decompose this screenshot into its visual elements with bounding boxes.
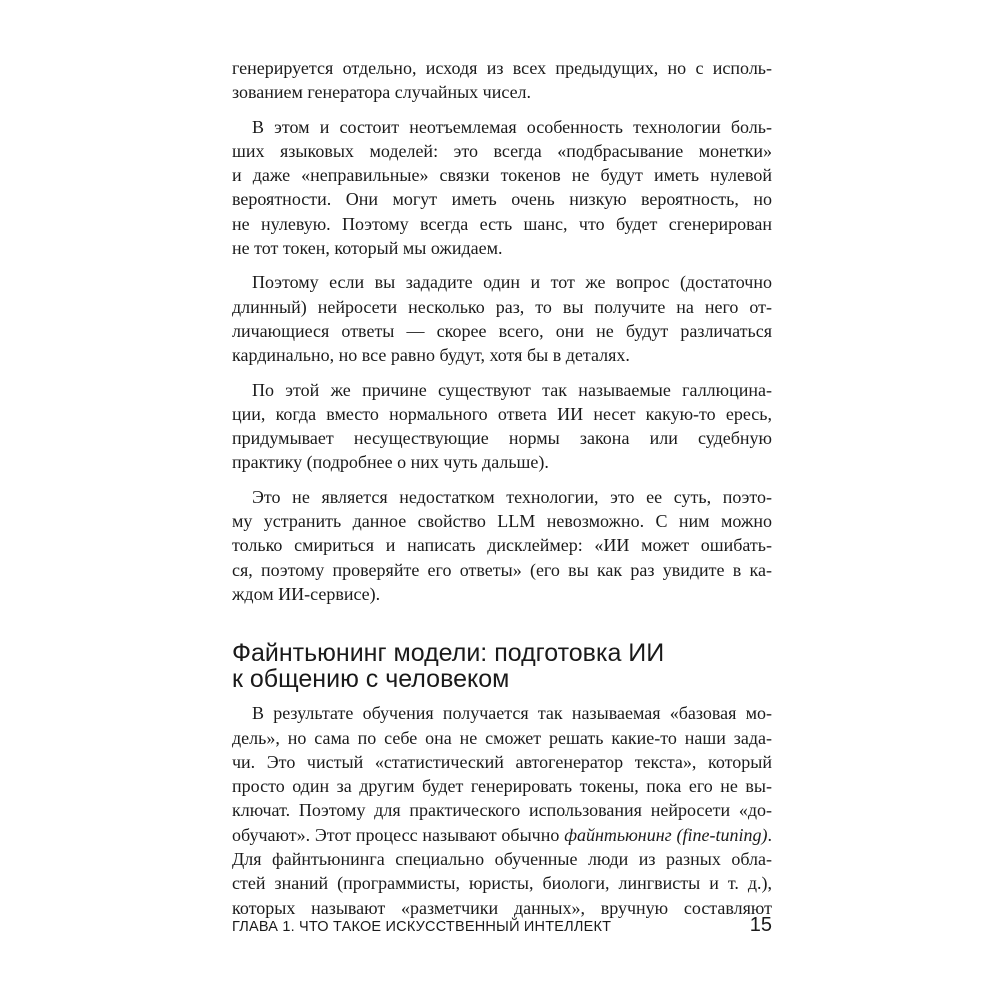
running-footer-chapter: ГЛАВА 1. ЧТО ТАКОЕ ИСКУССТВЕННЫЙ ИНТЕЛЛЕКТ (232, 919, 612, 935)
heading-line: к общению с человеком (232, 665, 510, 694)
page-number: 15 (749, 914, 772, 936)
text-line: ключат. Поэтому для практического использования нейросети «до- (232, 800, 772, 821)
paragraph-3 (232, 270, 772, 367)
text-line: длинный) нейросети несколько раз, то вы получите на него от- (232, 296, 772, 317)
text-line: не тот токен, который мы ожидаем. (232, 238, 503, 259)
text-line: Для файнтьюнинга специально обученные люди из разных обла- (232, 849, 772, 870)
section-paragraph (232, 701, 772, 920)
text-line: му устранить данное свойство LLM невозможно. С ним можно (232, 511, 772, 532)
text-line: В результате обучения получается так называемая «базовая мо- (252, 703, 772, 724)
paragraph-4 (232, 378, 772, 475)
text-line: ждом ИИ-сервисе). (232, 583, 381, 604)
section-heading (232, 640, 772, 692)
text-line: По этой же причине существуют так называемые галлюцина- (252, 379, 772, 400)
text-line: просто один за другим будет генерировать токены, пока его не вы- (232, 776, 772, 797)
text-line: чи. Это чистый «статистический автогенератор текста», который (232, 751, 772, 772)
text-line: практику (подробнее о них чуть дальше). (232, 452, 549, 473)
text-line: вероятности. Они могут иметь очень низкую вероятность, но (232, 189, 772, 210)
paragraph-1 (232, 56, 772, 105)
text-line: кардинально, но все равно будут, хотя бы в деталях. (232, 345, 630, 366)
text-line: ших языковых моделей: это всегда «подбрасывание монетки» (232, 140, 772, 161)
text-line: стей знаний (программисты, юристы, биологи, лингвисты и т. д.), (232, 873, 772, 894)
text-line: ся, поэтому проверяйте его ответы» (его вы как раз увидите в ка- (232, 559, 772, 580)
text-line: и даже «неправильные» связки токенов не будут иметь нулевой (232, 165, 772, 186)
text-line: которых называют «разметчики данных», вручную составляют (232, 897, 772, 918)
emphasized-term: файнтьюнинг (fine-tuning) (564, 824, 768, 845)
text-line: Поэтому если вы зададите один и тот же вопрос (достаточно (252, 272, 772, 293)
text-line-with-term (232, 823, 772, 847)
page-body (232, 56, 772, 920)
text-line: генерируется отдельно, исходя из всех предыдущих, но с исполь- (232, 58, 772, 78)
paragraph-2 (232, 115, 772, 261)
text-line: не нулевую. Поэтому всегда есть шанс, что будет сгенерирован (232, 213, 772, 234)
text-line: В этом и состоит неотъемлемая особенность технологии боль- (252, 116, 772, 137)
text-line: Это не является недостатком технологии, это ее суть, поэто- (252, 486, 772, 507)
text-line: только смириться и написать дисклеймер: «ИИ может ошибать- (232, 535, 772, 556)
text-fragment: . (767, 824, 772, 845)
heading-line: Файнтьюнинг модели: подготовка ИИ (232, 639, 665, 668)
text-line: ции, когда вместо нормального ответа ИИ несет какую-то ересь, (232, 403, 772, 424)
text-line: зованием генератора случайных чисел. (232, 82, 532, 103)
page-footer (232, 914, 772, 937)
text-line: дель», но сама по себе она не сможет решать какие-то наши зада- (232, 727, 772, 748)
text-line: придумывает несуществующие нормы закона или судебную (232, 428, 772, 449)
text-line: личающиеся ответы — скорее всего, они не будут различаться (232, 320, 772, 341)
text-fragment: обучают». Этот процесс называют обычно (232, 824, 565, 845)
paragraph-5 (232, 485, 772, 606)
